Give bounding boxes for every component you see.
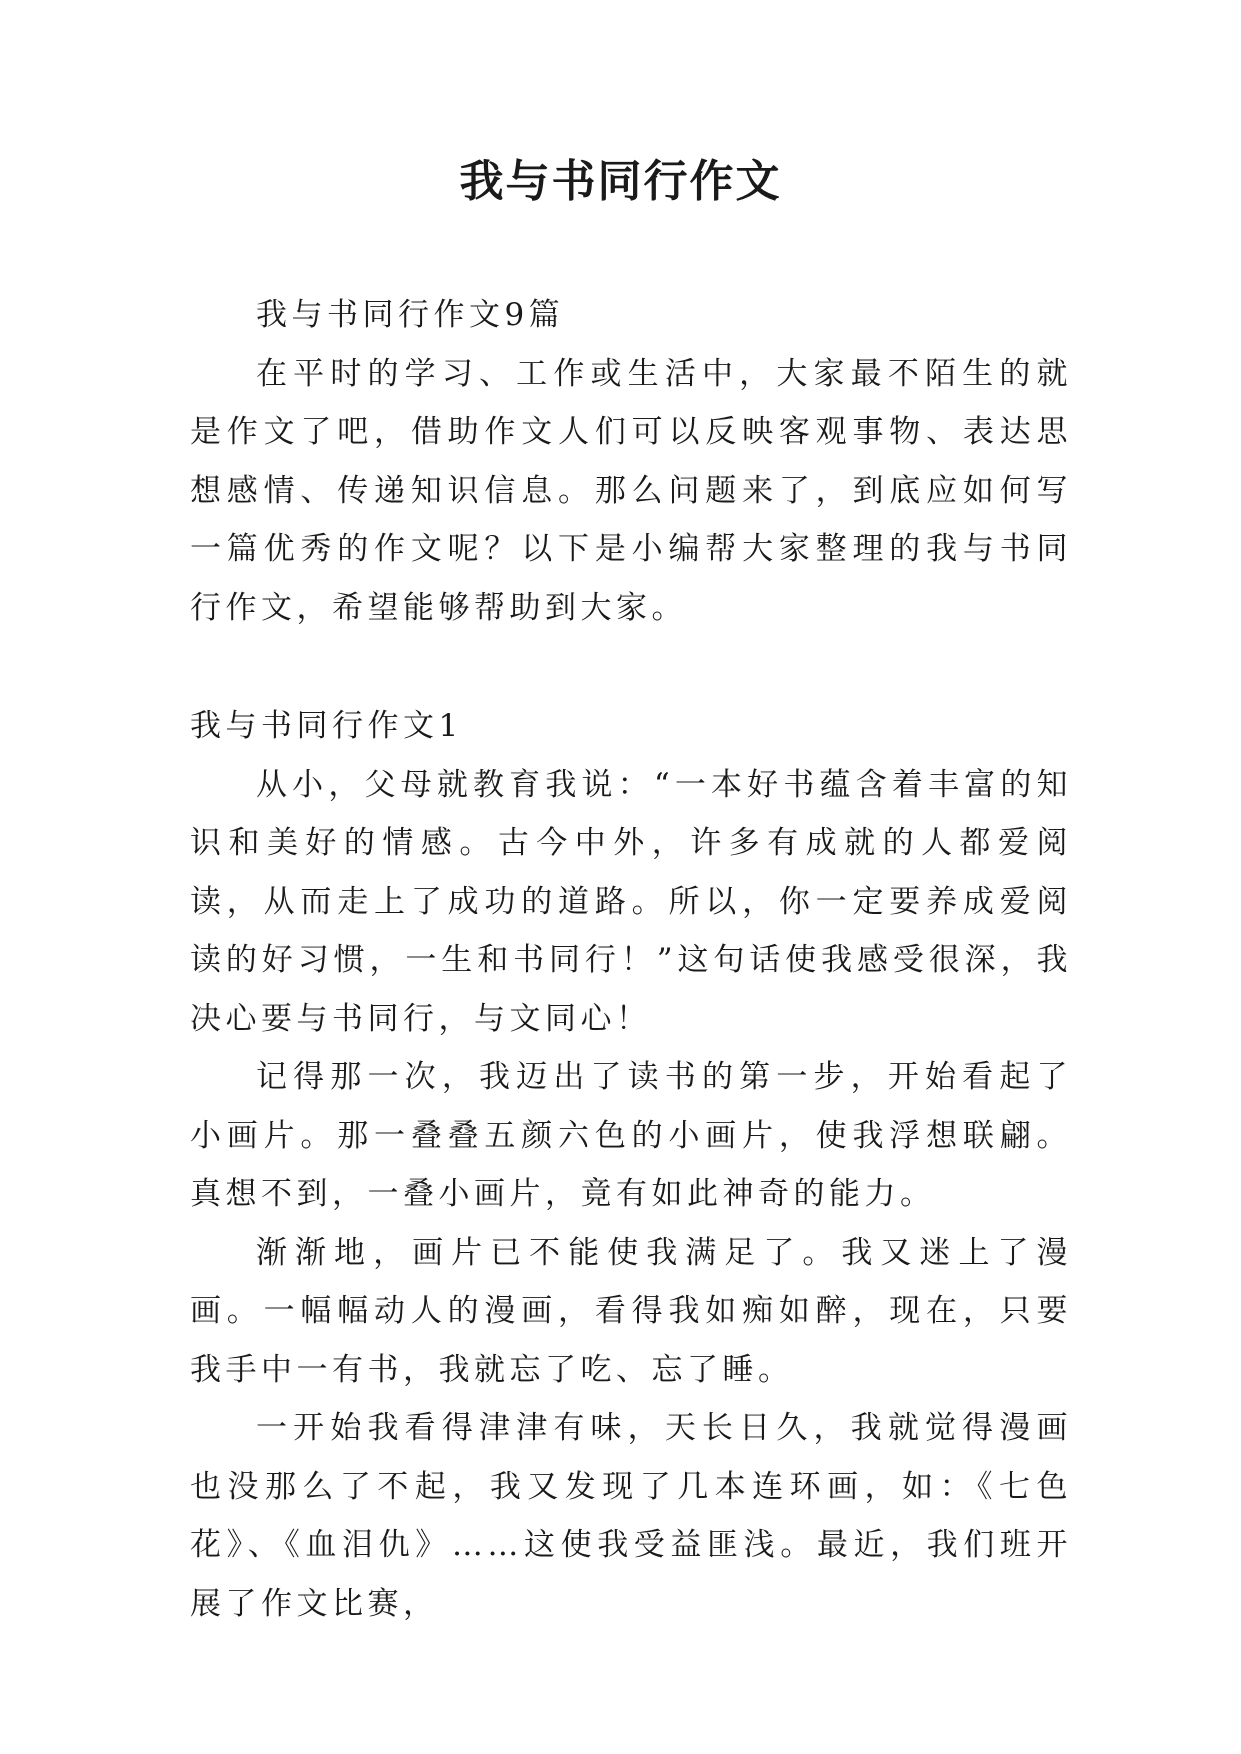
document-body [190, 286, 1072, 1633]
intro-heading: 我与书同行作文9篇 [256, 297, 565, 333]
body-paragraph: 从小，父母就教育我说：“一本好书蕴含着丰富的知识和美好的情感。古今中外，许多有成就的人都爱阅读，从而走上了成功的道路。所以，你一定要养成爱阅读的好习惯，一生和书同行！”这句话使我感受很深，我决心要与书同行，与文同心！ [190, 766, 1072, 1037]
body-paragraph: 渐渐地，画片已不能使我满足了。我又迷上了漫画。一幅幅动人的漫画，看得我如痴如醉，现在，只要我手中一有书，我就忘了吃、忘了睡。 [190, 1234, 1072, 1388]
document-title: 我与书同行作文 [459, 156, 782, 207]
section-heading: 我与书同行作文1 [190, 708, 463, 744]
intro-paragraph: 在平时的学习、工作或生活中，大家最不陌生的就是作文了吧，借助作文人们可以反映客观事物、表达思想感情、传递知识信息。那么问题来了，到底应如何写一篇优秀的作文呢？以下是小编帮大家整理的我与书同行作文，希望能够帮助到大家。 [190, 355, 1072, 626]
body-paragraph: 一开始我看得津津有味，天长日久，我就觉得漫画也没那么了不起，我又发现了几本连环画，如：《七色花》、《血泪仇》……这使我受益匪浅。最近，我们班开展了作文比赛， [190, 1410, 1072, 1622]
body-paragraph: 记得那一次，我迈出了读书的第一步，开始看起了小画片。那一叠叠五颜六色的小画片，使我浮想联翩。真想不到，一叠小画片，竟有如此神奇的能力。 [190, 1059, 1072, 1212]
section-spacer [190, 637, 1072, 697]
